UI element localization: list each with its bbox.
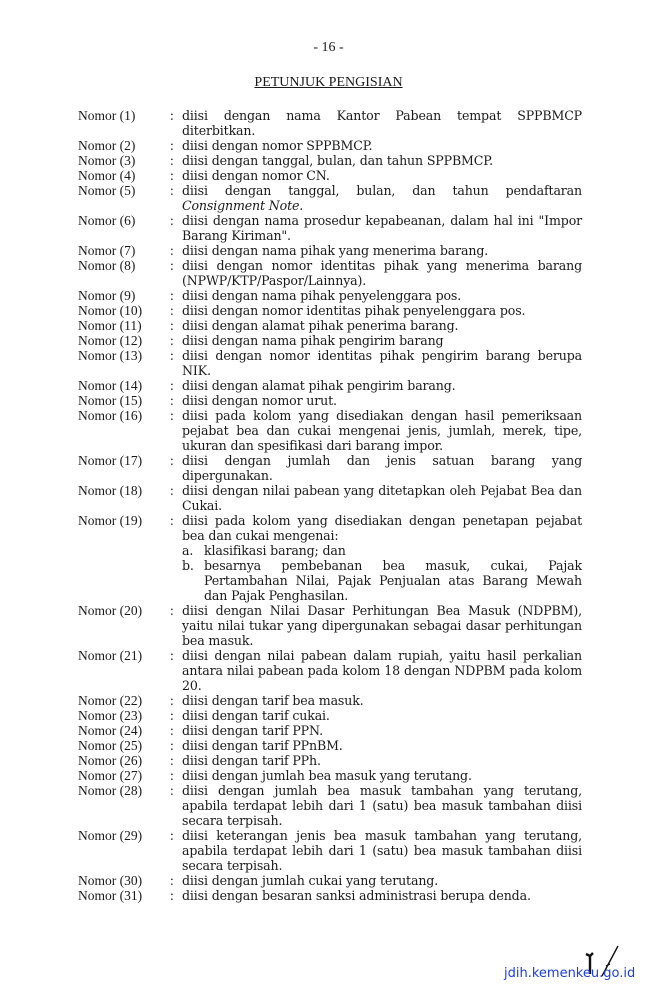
sub-item <box>182 558 582 603</box>
item-description <box>182 393 582 408</box>
item-text: diisi dengan Nilai Dasar Perhitungan Bea Masuk (NDPBM), yaitu nilai tukar yang dipergunakan sebagai dasar perhitungan bea masuk. <box>182 603 582 648</box>
item-number-label: Nomor (12) <box>78 333 143 348</box>
instruction-row <box>78 738 582 753</box>
separator: : <box>170 483 174 498</box>
instruction-row <box>78 723 582 738</box>
item-text: diisi dengan besaran sanksi administrasi berupa denda. <box>182 888 531 903</box>
instruction-row <box>78 483 582 513</box>
instruction-row <box>78 168 582 183</box>
item-number-label: Nomor (16) <box>78 408 143 423</box>
item-description <box>182 348 582 378</box>
separator: : <box>170 693 174 708</box>
separator: : <box>170 738 174 753</box>
item-number-label: Nomor (11) <box>78 318 142 333</box>
separator: : <box>170 408 174 423</box>
separator: : <box>170 348 174 363</box>
item-text: diisi dengan nama pihak pengirim barang <box>182 333 444 348</box>
item-description <box>182 108 582 138</box>
item-number-label: Nomor (30) <box>78 873 143 888</box>
separator: : <box>170 288 174 303</box>
separator: : <box>170 753 174 768</box>
item-text: diisi dengan nomor identitas pihak yang menerima barang (NPWP/KTP/Paspor/Lainnya). <box>182 258 582 288</box>
separator: : <box>170 513 174 528</box>
separator: : <box>170 783 174 798</box>
item-description <box>182 303 582 318</box>
item-description <box>182 408 582 453</box>
separator: : <box>170 708 174 723</box>
item-description <box>182 648 582 693</box>
sub-item-marker: b. <box>182 558 194 573</box>
separator: : <box>170 873 174 888</box>
item-description <box>182 513 582 603</box>
item-text: diisi dengan nama pihak yang menerima barang. <box>182 243 489 258</box>
item-number-label: Nomor (8) <box>78 258 136 273</box>
instruction-row <box>78 153 582 168</box>
item-description <box>182 258 582 288</box>
item-text: diisi dengan nomor CN. <box>182 168 330 183</box>
item-number-label: Nomor (10) <box>78 303 143 318</box>
item-number-label: Nomor (25) <box>78 738 143 753</box>
item-text: diisi dengan tanggal, bulan, dan tahun pendaftaran <box>182 183 582 198</box>
instruction-row <box>78 693 582 708</box>
item-number-label: Nomor (3) <box>78 153 136 168</box>
instruction-row <box>78 453 582 483</box>
instruction-row <box>78 318 582 333</box>
item-text: diisi dengan nomor identitas pihak pengirim barang berupa NIK. <box>182 348 582 378</box>
separator: : <box>170 138 174 153</box>
item-number-label: Nomor (7) <box>78 243 136 258</box>
item-description <box>182 243 582 258</box>
item-text: diisi dengan jumlah bea masuk yang terutang. <box>182 768 472 783</box>
item-description <box>182 288 582 303</box>
separator: : <box>170 153 174 168</box>
item-description <box>182 333 582 348</box>
item-number-label: Nomor (1) <box>78 108 136 123</box>
instruction-row <box>78 108 582 138</box>
instruction-row <box>78 888 582 903</box>
instruction-row <box>78 768 582 783</box>
item-number-label: Nomor (17) <box>78 453 143 468</box>
item-number-label: Nomor (14) <box>78 378 143 393</box>
item-text: diisi dengan nilai pabean yang ditetapkan oleh Pejabat Bea dan Cukai. <box>182 483 582 513</box>
item-text: diisi dengan jumlah dan jenis satuan barang yang dipergunakan. <box>182 453 582 483</box>
sub-item-text: klasifikasi barang; dan <box>204 543 346 558</box>
separator: : <box>170 648 174 663</box>
instruction-row <box>78 288 582 303</box>
separator: : <box>170 318 174 333</box>
item-text: diisi dengan tanggal, bulan, dan tahun SPPBMCP. <box>182 153 493 168</box>
instruction-row <box>78 783 582 828</box>
item-text: diisi dengan alamat pihak penerima barang. <box>182 318 459 333</box>
item-text: diisi keterangan jenis bea masuk tambahan yang terutang, apabila terdapat lebih dari 1 (satu) bea masuk tambahan diisi secara terpisah. <box>182 828 582 873</box>
item-number-label: Nomor (2) <box>78 138 136 153</box>
item-number-label: Nomor (6) <box>78 213 136 228</box>
item-text: diisi dengan nomor urut. <box>182 393 337 408</box>
sub-item-marker: a. <box>182 543 194 558</box>
item-text: diisi dengan tarif PPN. <box>182 723 323 738</box>
separator: : <box>170 258 174 273</box>
instruction-row <box>78 258 582 288</box>
separator: : <box>170 213 174 228</box>
item-description <box>182 783 582 828</box>
item-description <box>182 738 582 753</box>
instruction-row <box>78 603 582 648</box>
item-number-label: Nomor (27) <box>78 768 143 783</box>
item-text: diisi dengan tarif PPnBM. <box>182 738 343 753</box>
instruction-row <box>78 378 582 393</box>
item-text: diisi dengan nama pihak penyelenggara pos. <box>182 288 462 303</box>
item-text: diisi dengan nama prosedur kepabeanan, dalam hal ini "Impor Barang Kiriman". <box>182 213 582 243</box>
item-description <box>182 768 582 783</box>
item-description <box>182 318 582 333</box>
separator: : <box>170 168 174 183</box>
separator: : <box>170 183 174 198</box>
instruction-row <box>78 513 582 603</box>
item-text: diisi dengan nomor identitas pihak penyelenggara pos. <box>182 303 526 318</box>
sub-item <box>182 543 582 558</box>
watermark-url: jdih.kemenkeu.go.id <box>504 966 636 981</box>
page-title: PETUNJUK PENGISIAN <box>254 75 403 90</box>
item-description <box>182 603 582 648</box>
separator: : <box>170 828 174 843</box>
item-number-label: Nomor (20) <box>78 603 143 618</box>
item-description <box>182 168 582 183</box>
item-description <box>182 828 582 873</box>
item-number-label: Nomor (24) <box>78 723 143 738</box>
item-description <box>182 483 582 513</box>
separator: : <box>170 303 174 318</box>
instruction-row <box>78 753 582 768</box>
item-description <box>182 453 582 483</box>
item-number-label: Nomor (15) <box>78 393 143 408</box>
instruction-row <box>78 243 582 258</box>
item-description <box>182 153 582 168</box>
instruction-row <box>78 873 582 888</box>
item-number-label: Nomor (13) <box>78 348 143 363</box>
instruction-row <box>78 303 582 318</box>
instruction-list <box>78 108 582 903</box>
item-description <box>182 213 582 243</box>
item-text: diisi dengan nomor SPPBMCP. <box>182 138 373 153</box>
instruction-row <box>78 348 582 378</box>
item-text: diisi dengan tarif bea masuk. <box>182 693 364 708</box>
separator: : <box>170 243 174 258</box>
item-number-label: Nomor (18) <box>78 483 143 498</box>
item-description <box>182 138 582 153</box>
item-text: diisi dengan alamat pihak pengirim barang. <box>182 378 456 393</box>
item-number-label: Nomor (26) <box>78 753 143 768</box>
item-number-label: Nomor (31) <box>78 888 143 903</box>
item-text: diisi pada kolom yang disediakan dengan hasil pemeriksaan pejabat bea dan cukai mengenai jenis, jumlah, merek, tipe, ukuran dan spesifikasi dari barang impor. <box>182 408 582 453</box>
item-number-label: Nomor (28) <box>78 783 143 798</box>
item-description <box>182 753 582 768</box>
item-number-label: Nomor (4) <box>78 168 136 183</box>
item-description <box>182 708 582 723</box>
instruction-row <box>78 393 582 408</box>
item-description <box>182 693 582 708</box>
item-description <box>182 378 582 393</box>
sub-item-text: besarnya pembebanan bea masuk, cukai, Pajak Pertambahan Nilai, Pajak Penjualan atas Barang Mewah dan Pajak Penghasilan. <box>204 558 582 603</box>
item-italic-text: Consignment Note. <box>182 198 304 213</box>
separator: : <box>170 603 174 618</box>
separator: : <box>170 378 174 393</box>
instruction-row <box>78 708 582 723</box>
item-description <box>182 888 582 903</box>
instruction-row <box>78 408 582 453</box>
instruction-row <box>78 213 582 243</box>
separator: : <box>170 453 174 468</box>
separator: : <box>170 393 174 408</box>
item-text: diisi dengan tarif cukai. <box>182 708 330 723</box>
item-description <box>182 873 582 888</box>
item-number-label: Nomor (22) <box>78 693 143 708</box>
separator: : <box>170 108 174 123</box>
page-number: - 16 - <box>313 40 344 55</box>
item-number-label: Nomor (5) <box>78 183 136 198</box>
separator: : <box>170 768 174 783</box>
instruction-row <box>78 333 582 348</box>
item-text: diisi dengan nilai pabean dalam rupiah, yaitu hasil perkalian antara nilai pabean pada kolom 18 dengan NDPBM pada kolom 20. <box>182 648 582 693</box>
item-number-label: Nomor (29) <box>78 828 143 843</box>
instruction-row <box>78 828 582 873</box>
item-text: diisi dengan tarif PPh. <box>182 753 321 768</box>
item-description <box>182 723 582 738</box>
item-text: diisi dengan jumlah bea masuk tambahan yang terutang, apabila terdapat lebih dari 1 (satu) bea masuk tambahan diisi secara terpisah. <box>182 783 582 828</box>
item-number-label: Nomor (19) <box>78 513 143 528</box>
item-number-label: Nomor (9) <box>78 288 136 303</box>
instruction-row <box>78 183 582 213</box>
separator: : <box>170 888 174 903</box>
separator: : <box>170 723 174 738</box>
item-number-label: Nomor (23) <box>78 708 143 723</box>
instruction-row <box>78 138 582 153</box>
separator: : <box>170 333 174 348</box>
item-text: diisi pada kolom yang disediakan dengan penetapan pejabat bea dan cukai mengenai: <box>182 513 582 543</box>
item-text: diisi dengan jumlah cukai yang terutang. <box>182 873 439 888</box>
instruction-row <box>78 648 582 693</box>
item-text: diisi dengan nama Kantor Pabean tempat SPPBMCP diterbitkan. <box>182 108 582 138</box>
item-description <box>182 183 582 213</box>
item-number-label: Nomor (21) <box>78 648 143 663</box>
